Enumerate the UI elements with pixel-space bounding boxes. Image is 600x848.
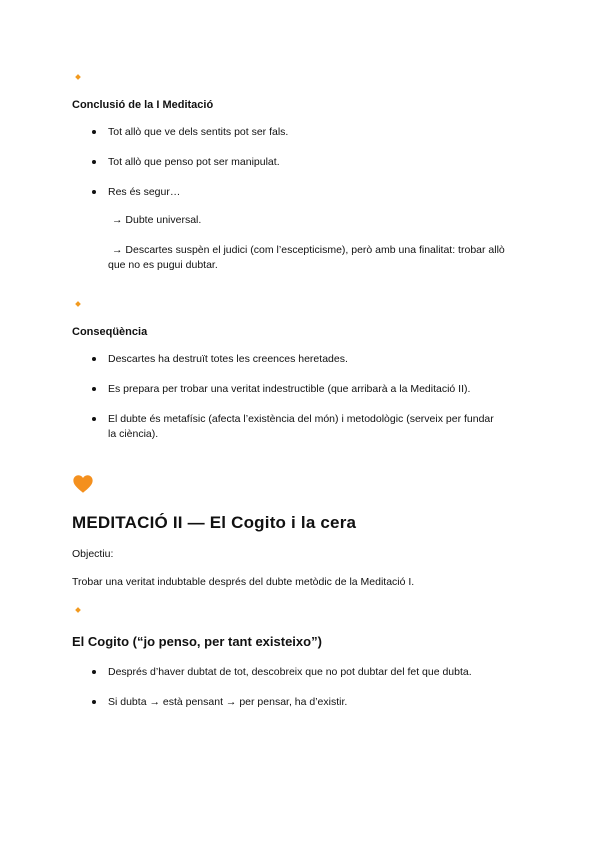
bullet-icon (92, 190, 96, 194)
orange-heart-icon (72, 473, 94, 495)
sub-item: → Descartes suspèn el judici (com l’escepticisme), però amb una finalitat: trobar allò (112, 244, 505, 256)
list-item: Tot allò que penso pot ser manipulat. (108, 156, 280, 168)
sub-item-continuation: que no es pugui dubtar. (108, 259, 218, 271)
list-item: Tot allò que ve dels sentits pot ser fals. (108, 126, 289, 138)
small-orange-diamond-icon (75, 301, 81, 307)
bullet-icon (92, 130, 96, 134)
section-title-conclusio: Conclusió de la I Meditació (72, 99, 214, 111)
section-title-consequencia: Conseqüència (72, 326, 148, 338)
bullet-icon (92, 387, 96, 391)
list-item: Descartes ha destruït totes les creences heretades. (108, 353, 348, 365)
bullet-icon (92, 160, 96, 164)
small-orange-diamond-icon (75, 607, 81, 613)
objectiu-label: Objectiu: (72, 548, 114, 560)
bullet-icon (92, 670, 96, 674)
list-item: El dubte és metafísic (afecta l’existència del món) i metodològic (serveix per fundar (108, 413, 494, 425)
bullet-icon (92, 700, 96, 704)
list-item: Després d’haver dubtat de tot, descobreix que no pot dubtar del fet que dubta. (108, 666, 472, 678)
section-title-cogito: El Cogito (“jo penso, per tant existeixo”) (72, 634, 322, 649)
list-item-continuation: la ciència). (108, 428, 159, 440)
bullet-icon (92, 417, 96, 421)
small-orange-diamond-icon (75, 74, 81, 80)
list-item: Es prepara per trobar una veritat indestructible (que arribarà a la Meditació II). (108, 383, 471, 395)
objectiu-text: Trobar una veritat indubtable després del dubte metòdic de la Meditació I. (72, 576, 415, 588)
list-item: Res és segur… (108, 186, 181, 198)
sub-item: → Dubte universal. (112, 214, 202, 226)
bullet-icon (92, 357, 96, 361)
page-title-meditacio-ii: MEDITACIÓ II — El Cogito i la cera (72, 513, 357, 532)
list-item: Si dubta → està pensant → per pensar, ha d’existir. (108, 696, 348, 708)
